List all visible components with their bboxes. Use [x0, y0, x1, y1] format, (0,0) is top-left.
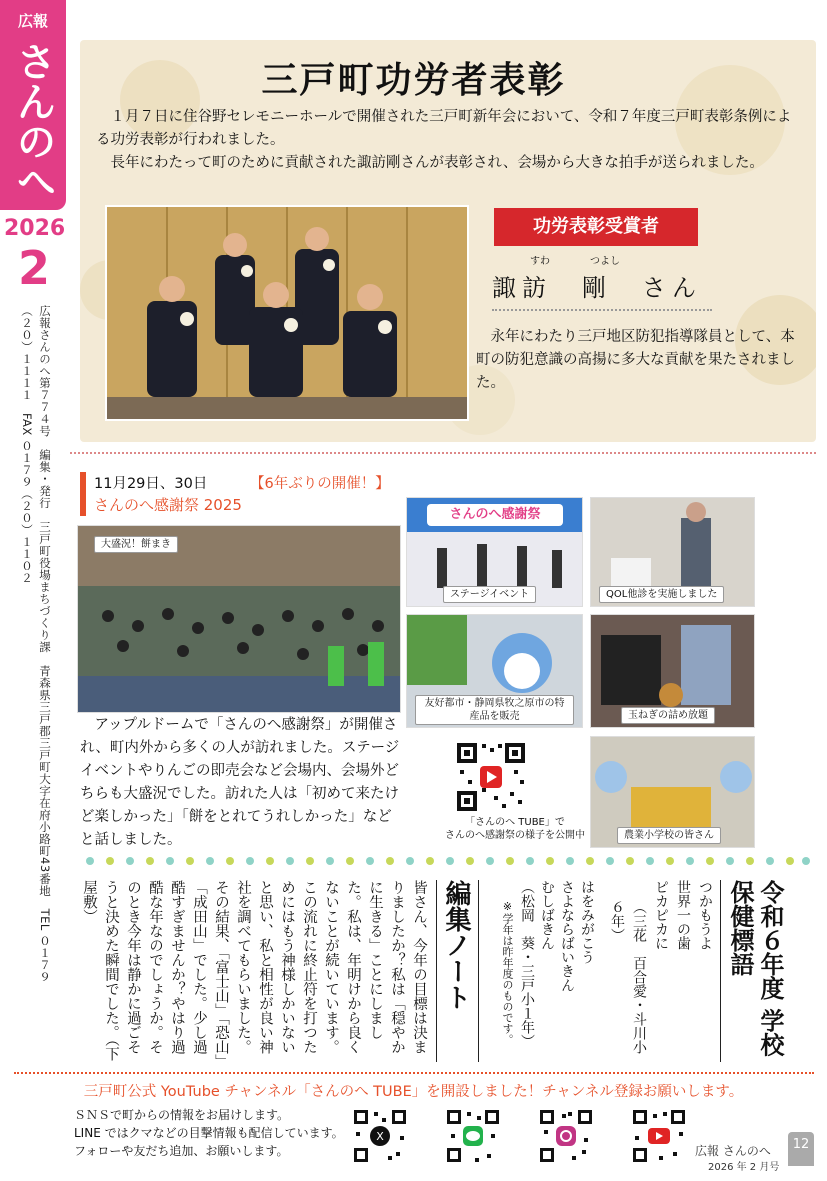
award-paragraph-1: １月７日に住谷野セレモニーホールで開催された三戸町新年会において、令和７年度三戸町表彰条例による功労表彰が行われました。 — [96, 109, 792, 148]
poem1-line-3: ピカピカに — [653, 880, 669, 950]
line-qr-code[interactable] — [445, 1108, 501, 1164]
editors-note-body: 皆さん、今年の目標は決まりましたか？私は「穏やかに生きる」ことにしました。私は、年明けから良くないことが続いています。この流れに終止符を打つためにはもう神様しかいないと思い、私と相性が良い神社を調べてもらいました。その結果、「富士山」「恐山」「成田山」でした。少し過酷すぎませんか？やはり過酷な年なのでしょうか。そのとき今年は静かに過ごそうと決めた瞬間でした。（下屋敷） — [92, 880, 437, 1062]
health-slogan-2 — [478, 880, 597, 1062]
logo-title: さんのへ — [10, 40, 56, 201]
poem2-line-2: さよならばいきん — [559, 880, 575, 992]
award-ceremony-photo — [105, 205, 469, 421]
youtube-qr-code[interactable] — [631, 1108, 687, 1164]
sns-line-1: ＳＮＳで町からの情報をお届けします。 — [74, 1108, 290, 1122]
page-number: 12 — [788, 1132, 814, 1166]
issue-month: 2 — [17, 241, 50, 295]
instagram-qr-code[interactable] — [538, 1108, 594, 1164]
instagram-icon — [556, 1126, 576, 1146]
award-title: 三戸町功労者表彰 — [261, 59, 566, 101]
photo-caption-mochimaki: 大盛況！餅まき — [94, 536, 178, 553]
qol-checkup-photo — [590, 497, 755, 607]
qr-caption-line-1: 「さんのへ TUBE」で — [465, 817, 565, 828]
footer-issue-date: 2026 年 2 月号 — [708, 1162, 780, 1173]
decorative-border — [80, 852, 816, 870]
stage-event-photo — [406, 497, 583, 607]
award-photo-illustration — [107, 207, 467, 419]
issue-year: 2026 — [4, 216, 66, 241]
ruby-tsuyoshi: つよし — [590, 256, 620, 267]
photo-caption-school: 農業小学校の皆さん — [617, 827, 721, 844]
photo-caption-friendship-city: 友好都市・静岡県牧之原市の特産品を販売 — [415, 695, 574, 725]
qr-caption-line-2: さんのへ感謝祭の様子を公開中 — [445, 830, 585, 841]
poem-note: ※学年は昨年度のものです。 — [501, 900, 514, 1045]
award-paragraph-2: 長年にわたって町のために貢献された諏訪剛さんが表彰され、会場から大きな拍手が送られました。 — [110, 155, 764, 171]
poem2-line-3: むしばきん — [539, 880, 555, 950]
recipient-description: 永年にわたり三戸地区防犯指導隊員として、本町の防犯意識の高揚に多大な貢献を果たされました。 — [476, 329, 795, 391]
poem1-author: （三花 百合愛・斗川小６年） — [609, 900, 647, 1054]
svg-text:X: X — [376, 1130, 384, 1143]
section-accent-bar — [80, 472, 86, 516]
recipient-name: 諏訪 剛 さん — [492, 268, 712, 311]
festival-tag: 【6年ぶりの開催！】 — [250, 476, 390, 492]
award-intro — [96, 106, 796, 175]
health-slogan-1 — [596, 880, 716, 1062]
crowd-photo-illustration — [78, 526, 400, 712]
poem2-line-1: はをみがこう — [579, 880, 595, 964]
festival-main-photo — [77, 525, 401, 713]
recipient-label: 功労表彰受賞者 — [494, 208, 698, 246]
editors-note-title: 編集ノート — [441, 880, 471, 1010]
sns-info — [74, 1106, 374, 1160]
sns-line-2: LINE ではクマなどの目撃情報も配信しています。 — [74, 1126, 344, 1140]
poem1-line-1: つかもうよ — [697, 880, 713, 950]
festival-date: 11月29日、30日 — [94, 476, 208, 492]
x-qr-code[interactable] — [352, 1108, 408, 1164]
qr-caption — [404, 816, 626, 842]
festival-banner: さんのへ感謝祭 — [427, 504, 563, 526]
poem1-line-2: 世界一の歯 — [675, 880, 691, 950]
festival-body: アップルドームで「さんのへ感謝祭」が開催され、町内外から多くの人が訪れました。ステージイベントやりんごの即売会など会場内、会場外どちらも大盛況でした。訪れた人は「初めて来たけど楽しかった」「餅をとれてうれしかった」などと話しました。 — [80, 717, 400, 848]
photo-caption-qol: QOL他診を実施しました — [599, 586, 724, 603]
logo-label: 広報 — [17, 12, 48, 30]
ruby-suwa: すわ — [530, 256, 550, 267]
photo-caption-onion: 玉ねぎの詰め放題 — [621, 707, 715, 724]
poem2-author: （松岡 葵・三戸小１年） — [519, 880, 535, 1048]
footer-brand: 広報 さんのへ — [695, 1144, 771, 1158]
youtube-announcement: 三戸町公式 YouTube チャンネル「さんのへ TUBE」を開設しました！チャンネル登録お願いします。 — [83, 1084, 744, 1100]
festival-youtube-qr-code[interactable] — [454, 740, 528, 814]
photo-caption-stage: ステージイベント — [443, 586, 536, 603]
sns-line-3: フォローや友だち追加、お願いします。 — [74, 1144, 289, 1158]
school-health-title: 令和６年度 学校保健標語 — [720, 880, 785, 1062]
publisher-info: 広報さんのへ第７７４号 編集・発行 三戸町役場まちづくり課 青森県三戸郡三戸町大字在府小路町43番地 TEL ０１７９（２０）１１１１ FAX ０１７９（２０）１１０２ — [20, 305, 52, 983]
onion-stuffing-photo — [590, 614, 755, 728]
footer-divider — [14, 1072, 814, 1074]
magazine-logo-panel — [0, 0, 66, 210]
festival-name: さんのへ感謝祭 2025 — [94, 496, 242, 514]
friendship-city-photo — [406, 614, 583, 728]
